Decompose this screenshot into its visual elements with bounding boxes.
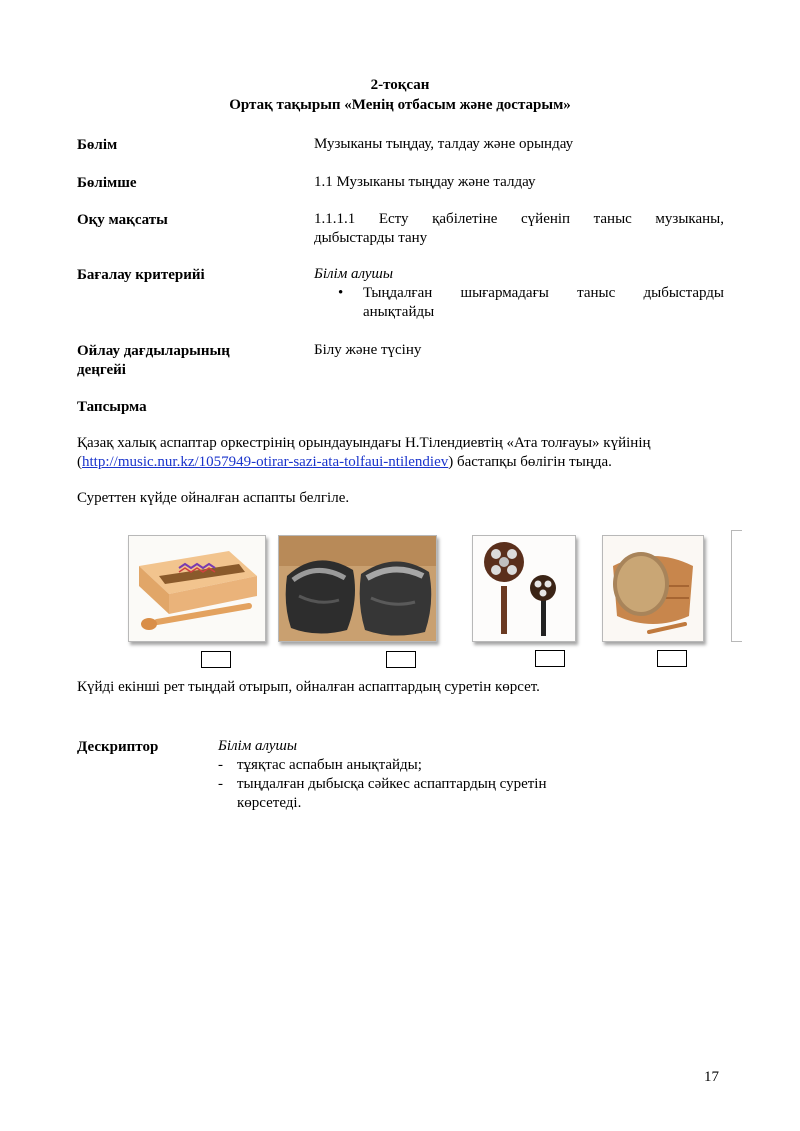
learning-goal-label: Оқу мақсаты	[77, 212, 168, 228]
assessment-learner: Білім алушы	[314, 266, 394, 282]
hoof-instrument-image[interactable]	[278, 535, 437, 642]
descriptor-learner: Білім алушы	[218, 738, 298, 754]
section-value: Музыканы тыңдау, талдау және орындау	[314, 136, 574, 152]
checkbox-hoof[interactable]	[386, 651, 416, 668]
subsection-label: Бөлімше	[77, 175, 137, 191]
descriptor-item-2-line2: көрсетеді.	[237, 795, 302, 811]
rattle-icon	[473, 536, 575, 641]
page-number: 17	[704, 1069, 719, 1085]
task-paragraph-line1: Қазақ халық аспаптар оркестрінің орындауындағы Н.Тілендиевтің «Ата толғауы» күйінің	[77, 435, 651, 451]
assessment-criteria-label: Бағалау критерийі	[77, 267, 205, 283]
assessment-bullet-line1: Тыңдалған шығармадағы таныс дыбыстарды	[363, 285, 724, 301]
learning-goal-line1: 1.1.1.1 Есту қабілетіне сүйеніп таныс музыканы,	[314, 211, 724, 227]
section-label: Бөлім	[77, 137, 118, 153]
quarter-title: 2-тоқсан	[370, 77, 430, 93]
wooden-block-image[interactable]	[128, 535, 266, 642]
assessment-bullet-line2: анықтайды	[363, 304, 435, 320]
task-instruction-2: Күйді екінші рет тыңдай отырып, ойналған аспаптардың суретін көрсет.	[77, 679, 540, 695]
frame-drum-image[interactable]	[602, 535, 704, 642]
task-instruction: Суреттен күйде ойналған аспапты белгіле.	[77, 490, 350, 506]
bullet-icon: •	[338, 285, 344, 301]
thinking-level-label-2: деңгейі	[77, 362, 126, 378]
drum-icon	[603, 536, 703, 641]
descriptor-dash-1: -	[218, 757, 223, 773]
checkbox-rattle[interactable]	[535, 650, 565, 667]
checkbox-drum[interactable]	[657, 650, 687, 667]
shaker-rattle-image[interactable]	[472, 535, 576, 642]
descriptor-item-1: тұяқтас аспабын анықтайды;	[237, 757, 422, 773]
task-heading: Тапсырма	[77, 399, 147, 415]
partial-image-edge	[731, 530, 742, 642]
descriptor-dash-2: -	[218, 776, 223, 792]
descriptor-item-2-line1: тыңдалған дыбысқа сәйкес аспаптардың суретін	[237, 776, 547, 792]
checkbox-wooden-block[interactable]	[201, 651, 231, 668]
thinking-level-value: Білу және түсіну	[314, 342, 422, 358]
learning-goal-line2: дыбыстарды тану	[314, 230, 428, 246]
subsection-value: 1.1 Музыканы тыңдау және талдау	[314, 174, 536, 190]
hoof-icon	[279, 536, 436, 641]
wooden-block-icon	[129, 536, 265, 641]
thinking-level-label-1: Ойлау дағдыларының	[77, 343, 230, 359]
theme-title: Ортақ тақырып «Менің отбасым және достарым»	[229, 97, 571, 113]
task-paragraph-line2: (http://music.nur.kz/1057949-otirar-sazi-ata-tolfaui-ntilendiev) бастапқы бөлігін тыңда.	[77, 454, 612, 470]
descriptor-label: Дескриптор	[77, 739, 159, 755]
music-link[interactable]: http://music.nur.kz/1057949-otirar-sazi-ata-tolfaui-ntilendiev	[82, 454, 449, 470]
